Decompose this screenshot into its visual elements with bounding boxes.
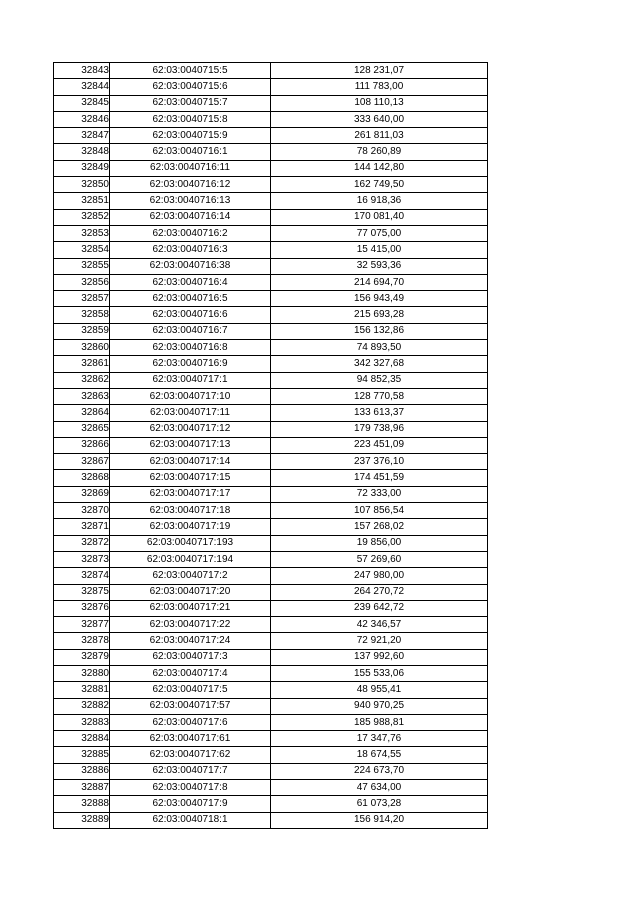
cadastral-number-cell: 62:03:0040717:11 xyxy=(110,405,271,421)
cadastral-number-cell: 62:03:0040716:5 xyxy=(110,291,271,307)
cadastral-number-cell: 62:03:0040716:14 xyxy=(110,209,271,225)
table-row xyxy=(54,682,488,698)
row-number-cell: 32877 xyxy=(54,617,110,633)
table-row xyxy=(54,519,488,535)
cadastral-value-cell: 77 075,00 xyxy=(271,225,488,241)
row-number-cell: 32885 xyxy=(54,747,110,763)
table-row xyxy=(54,763,488,779)
table-row xyxy=(54,649,488,665)
table-body xyxy=(54,63,488,829)
table-row xyxy=(54,535,488,551)
cadastral-number-cell: 62:03:0040717:193 xyxy=(110,535,271,551)
cadastral-number-cell: 62:03:0040718:1 xyxy=(110,812,271,828)
cadastral-value-cell: 156 943,49 xyxy=(271,291,488,307)
cadastral-number-cell: 62:03:0040717:22 xyxy=(110,617,271,633)
table-row xyxy=(54,144,488,160)
cadastral-value-cell: 17 347,76 xyxy=(271,731,488,747)
cadastral-number-cell: 62:03:0040716:3 xyxy=(110,242,271,258)
table-row xyxy=(54,95,488,111)
cadastral-value-cell: 247 980,00 xyxy=(271,568,488,584)
cadastral-value-cell: 128 231,07 xyxy=(271,63,488,79)
row-number-cell: 32858 xyxy=(54,307,110,323)
cadastral-value-cell: 78 260,89 xyxy=(271,144,488,160)
cadastral-value-cell: 940 970,25 xyxy=(271,698,488,714)
row-number-cell: 32845 xyxy=(54,95,110,111)
cadastral-value-cell: 157 268,02 xyxy=(271,519,488,535)
cadastral-number-cell: 62:03:0040717:9 xyxy=(110,796,271,812)
row-number-cell: 32886 xyxy=(54,763,110,779)
cadastral-number-cell: 62:03:0040716:13 xyxy=(110,193,271,209)
table-row xyxy=(54,160,488,176)
cadastral-value-cell: 333 640,00 xyxy=(271,111,488,127)
row-number-cell: 32852 xyxy=(54,209,110,225)
row-number-cell: 32855 xyxy=(54,258,110,274)
cadastral-number-cell: 62:03:0040717:6 xyxy=(110,714,271,730)
table-row xyxy=(54,323,488,339)
cadastral-number-cell: 62:03:0040716:38 xyxy=(110,258,271,274)
cadastral-number-cell: 62:03:0040716:7 xyxy=(110,323,271,339)
cadastral-number-cell: 62:03:0040716:8 xyxy=(110,340,271,356)
cadastral-number-cell: 62:03:0040717:7 xyxy=(110,763,271,779)
cadastral-value-cell: 42 346,57 xyxy=(271,617,488,633)
cadastral-value-cell: 19 856,00 xyxy=(271,535,488,551)
row-number-cell: 32880 xyxy=(54,665,110,681)
cadastral-number-cell: 62:03:0040717:10 xyxy=(110,388,271,404)
cadastral-number-cell: 62:03:0040717:17 xyxy=(110,486,271,502)
row-number-cell: 32867 xyxy=(54,454,110,470)
cadastral-number-cell: 62:03:0040717:5 xyxy=(110,682,271,698)
table-row xyxy=(54,111,488,127)
row-number-cell: 32883 xyxy=(54,714,110,730)
row-number-cell: 32843 xyxy=(54,63,110,79)
cadastral-number-cell: 62:03:0040717:20 xyxy=(110,584,271,600)
table-row xyxy=(54,307,488,323)
cadastral-number-cell: 62:03:0040717:2 xyxy=(110,568,271,584)
row-number-cell: 32871 xyxy=(54,519,110,535)
table-row xyxy=(54,584,488,600)
table-row xyxy=(54,812,488,828)
cadastral-value-cell: 156 914,20 xyxy=(271,812,488,828)
table-row xyxy=(54,63,488,79)
cadastral-number-cell: 62:03:0040716:12 xyxy=(110,177,271,193)
cadastral-number-cell: 62:03:0040717:61 xyxy=(110,731,271,747)
cadastral-value-cell: 108 110,13 xyxy=(271,95,488,111)
cadastral-number-cell: 62:03:0040717:14 xyxy=(110,454,271,470)
cadastral-number-cell: 62:03:0040717:21 xyxy=(110,600,271,616)
row-number-cell: 32847 xyxy=(54,128,110,144)
cadastral-value-cell: 223 451,09 xyxy=(271,437,488,453)
cadastral-value-cell: 174 451,59 xyxy=(271,470,488,486)
table-row xyxy=(54,79,488,95)
cadastral-value-cell: 215 693,28 xyxy=(271,307,488,323)
table-row xyxy=(54,372,488,388)
row-number-cell: 32884 xyxy=(54,731,110,747)
table-row xyxy=(54,698,488,714)
cadastral-number-cell: 62:03:0040717:194 xyxy=(110,551,271,567)
cadastral-number-cell: 62:03:0040717:57 xyxy=(110,698,271,714)
cadastral-value-cell: 133 613,37 xyxy=(271,405,488,421)
cadastral-value-table xyxy=(53,62,488,829)
table-row xyxy=(54,454,488,470)
cadastral-value-cell: 48 955,41 xyxy=(271,682,488,698)
cadastral-number-cell: 62:03:0040717:1 xyxy=(110,372,271,388)
table-row xyxy=(54,747,488,763)
cadastral-number-cell: 62:03:0040715:9 xyxy=(110,128,271,144)
table-row xyxy=(54,796,488,812)
row-number-cell: 32848 xyxy=(54,144,110,160)
table-row xyxy=(54,356,488,372)
cadastral-number-cell: 62:03:0040716:6 xyxy=(110,307,271,323)
row-number-cell: 32869 xyxy=(54,486,110,502)
cadastral-number-cell: 62:03:0040715:6 xyxy=(110,79,271,95)
cadastral-value-cell: 155 533,06 xyxy=(271,665,488,681)
table-row xyxy=(54,503,488,519)
row-number-cell: 32860 xyxy=(54,340,110,356)
table-row xyxy=(54,340,488,356)
row-number-cell: 32888 xyxy=(54,796,110,812)
cadastral-value-cell: 162 749,50 xyxy=(271,177,488,193)
cadastral-value-cell: 94 852,35 xyxy=(271,372,488,388)
cadastral-value-cell: 239 642,72 xyxy=(271,600,488,616)
cadastral-number-cell: 62:03:0040717:19 xyxy=(110,519,271,535)
table-row xyxy=(54,405,488,421)
table-row xyxy=(54,421,488,437)
cadastral-number-cell: 62:03:0040715:8 xyxy=(110,111,271,127)
cadastral-value-cell: 342 327,68 xyxy=(271,356,488,372)
cadastral-value-cell: 137 992,60 xyxy=(271,649,488,665)
row-number-cell: 32872 xyxy=(54,535,110,551)
cadastral-value-cell: 18 674,55 xyxy=(271,747,488,763)
cadastral-number-cell: 62:03:0040715:5 xyxy=(110,63,271,79)
table-row xyxy=(54,665,488,681)
cadastral-value-cell: 111 783,00 xyxy=(271,79,488,95)
table-row xyxy=(54,258,488,274)
row-number-cell: 32859 xyxy=(54,323,110,339)
table-row xyxy=(54,242,488,258)
cadastral-value-cell: 264 270,72 xyxy=(271,584,488,600)
row-number-cell: 32874 xyxy=(54,568,110,584)
row-number-cell: 32875 xyxy=(54,584,110,600)
row-number-cell: 32865 xyxy=(54,421,110,437)
cadastral-value-cell: 144 142,80 xyxy=(271,160,488,176)
row-number-cell: 32854 xyxy=(54,242,110,258)
row-number-cell: 32862 xyxy=(54,372,110,388)
table-row xyxy=(54,780,488,796)
row-number-cell: 32882 xyxy=(54,698,110,714)
cadastral-number-cell: 62:03:0040716:4 xyxy=(110,274,271,290)
cadastral-value-cell: 57 269,60 xyxy=(271,551,488,567)
row-number-cell: 32857 xyxy=(54,291,110,307)
table-row xyxy=(54,633,488,649)
cadastral-value-cell: 179 738,96 xyxy=(271,421,488,437)
row-number-cell: 32844 xyxy=(54,79,110,95)
row-number-cell: 32887 xyxy=(54,780,110,796)
cadastral-value-cell: 72 333,00 xyxy=(271,486,488,502)
table-row xyxy=(54,486,488,502)
cadastral-value-cell: 185 988,81 xyxy=(271,714,488,730)
cadastral-number-cell: 62:03:0040717:3 xyxy=(110,649,271,665)
cadastral-value-cell: 61 073,28 xyxy=(271,796,488,812)
cadastral-value-cell: 261 811,03 xyxy=(271,128,488,144)
row-number-cell: 32851 xyxy=(54,193,110,209)
table-row xyxy=(54,568,488,584)
table-row xyxy=(54,437,488,453)
row-number-cell: 32889 xyxy=(54,812,110,828)
row-number-cell: 32879 xyxy=(54,649,110,665)
table-row xyxy=(54,177,488,193)
cadastral-number-cell: 62:03:0040716:11 xyxy=(110,160,271,176)
table-row xyxy=(54,193,488,209)
cadastral-number-cell: 62:03:0040717:62 xyxy=(110,747,271,763)
row-number-cell: 32849 xyxy=(54,160,110,176)
cadastral-number-cell: 62:03:0040716:2 xyxy=(110,225,271,241)
cadastral-value-cell: 224 673,70 xyxy=(271,763,488,779)
table-row xyxy=(54,714,488,730)
cadastral-number-cell: 62:03:0040716:9 xyxy=(110,356,271,372)
row-number-cell: 32881 xyxy=(54,682,110,698)
cadastral-number-cell: 62:03:0040715:7 xyxy=(110,95,271,111)
table-row xyxy=(54,209,488,225)
row-number-cell: 32850 xyxy=(54,177,110,193)
cadastral-number-cell: 62:03:0040717:4 xyxy=(110,665,271,681)
table-row xyxy=(54,225,488,241)
row-number-cell: 32866 xyxy=(54,437,110,453)
cadastral-value-cell: 214 694,70 xyxy=(271,274,488,290)
row-number-cell: 32870 xyxy=(54,503,110,519)
row-number-cell: 32876 xyxy=(54,600,110,616)
table-row xyxy=(54,274,488,290)
cadastral-value-cell: 16 918,36 xyxy=(271,193,488,209)
cadastral-number-cell: 62:03:0040716:1 xyxy=(110,144,271,160)
cadastral-number-cell: 62:03:0040717:15 xyxy=(110,470,271,486)
cadastral-value-cell: 128 770,58 xyxy=(271,388,488,404)
cadastral-value-cell: 72 921,20 xyxy=(271,633,488,649)
cadastral-number-cell: 62:03:0040717:8 xyxy=(110,780,271,796)
cadastral-value-cell: 237 376,10 xyxy=(271,454,488,470)
cadastral-value-cell: 15 415,00 xyxy=(271,242,488,258)
cadastral-value-cell: 170 081,40 xyxy=(271,209,488,225)
cadastral-number-cell: 62:03:0040717:13 xyxy=(110,437,271,453)
row-number-cell: 32853 xyxy=(54,225,110,241)
cadastral-number-cell: 62:03:0040717:18 xyxy=(110,503,271,519)
table-row xyxy=(54,291,488,307)
cadastral-value-cell: 74 893,50 xyxy=(271,340,488,356)
cadastral-value-cell: 47 634,00 xyxy=(271,780,488,796)
table-row xyxy=(54,731,488,747)
table-row xyxy=(54,388,488,404)
cadastral-number-cell: 62:03:0040717:12 xyxy=(110,421,271,437)
row-number-cell: 32864 xyxy=(54,405,110,421)
row-number-cell: 32863 xyxy=(54,388,110,404)
row-number-cell: 32868 xyxy=(54,470,110,486)
row-number-cell: 32873 xyxy=(54,551,110,567)
cadastral-value-cell: 156 132,86 xyxy=(271,323,488,339)
cadastral-number-cell: 62:03:0040717:24 xyxy=(110,633,271,649)
table-row xyxy=(54,128,488,144)
table-row xyxy=(54,600,488,616)
row-number-cell: 32878 xyxy=(54,633,110,649)
table-row xyxy=(54,551,488,567)
row-number-cell: 32846 xyxy=(54,111,110,127)
row-number-cell: 32861 xyxy=(54,356,110,372)
cadastral-value-cell: 32 593,36 xyxy=(271,258,488,274)
cadastral-value-cell: 107 856,54 xyxy=(271,503,488,519)
table-row xyxy=(54,470,488,486)
table-row xyxy=(54,617,488,633)
row-number-cell: 32856 xyxy=(54,274,110,290)
